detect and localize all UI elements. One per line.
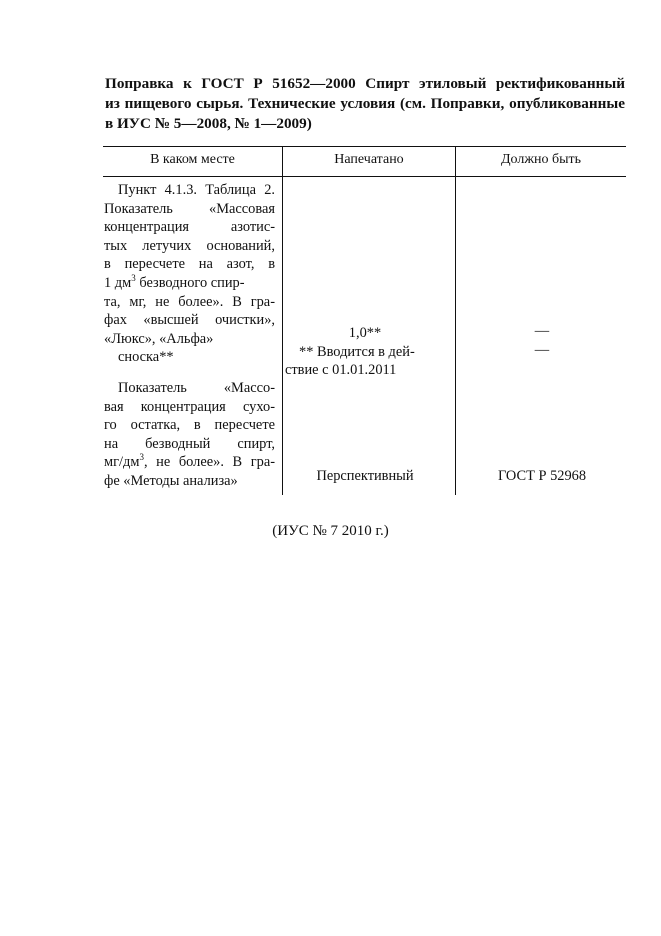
text-line: тых летучих оснований, xyxy=(104,237,275,254)
heading-line-1: Поправка к ГОСТ Р 51652—2000 Спирт этиловый ректификованный xyxy=(105,75,625,92)
text-line: в пересчете на азот, в xyxy=(104,256,275,273)
text-line: та, мг, не более». В гра- xyxy=(104,293,275,310)
printed-cell-1 xyxy=(285,324,445,380)
text-line: концентрация азотис- xyxy=(104,219,275,236)
column-divider-1 xyxy=(282,146,283,495)
text-line: «Люкс», «Альфа» xyxy=(104,330,214,347)
issue-reference: (ИУС № 7 2010 г.) xyxy=(272,523,389,539)
superscript: 3 xyxy=(139,452,144,463)
unit-text: мг/дм xyxy=(104,454,140,471)
text-line xyxy=(104,274,275,293)
text-line: Показатель «Массо- xyxy=(118,380,275,396)
unit-text: 1 дм xyxy=(104,274,132,291)
text-line: Пункт 4.1.3. Таблица 2. xyxy=(118,182,275,198)
text-fragment: , не более». В гра- xyxy=(143,454,275,471)
superscript: 3 xyxy=(131,273,136,284)
printed-value: 1,0** xyxy=(348,325,382,341)
heading-line-3: в ИУС № 5—2008, № 1—2009) xyxy=(105,115,312,132)
text-line xyxy=(104,453,275,472)
footnote-line: ** Вводится в дей- xyxy=(299,343,415,360)
table-header-rule xyxy=(103,176,626,177)
text-line: сноска** xyxy=(118,349,174,366)
text-fragment: безводного спир- xyxy=(135,274,245,291)
location-cell-2 xyxy=(104,379,275,491)
text-line: Показатель «Массовая xyxy=(104,200,275,217)
should-be-dash-2: — xyxy=(534,342,550,358)
column-header-printed: Напечатано xyxy=(334,152,404,167)
column-header-should-be: Должно быть xyxy=(500,152,582,167)
printed-cell-2: Перспективный xyxy=(316,468,414,484)
text-line: фах «высшей очистки», xyxy=(104,312,275,329)
text-line: фе «Методы анализа» xyxy=(104,472,238,489)
should-be-dash-1: — xyxy=(534,323,550,339)
text-line: го остатка, в пересчете xyxy=(104,417,275,434)
correction-heading xyxy=(105,74,625,134)
column-header-location: В каком месте xyxy=(150,152,235,167)
table-top-rule xyxy=(103,146,626,147)
text-line: вая концентрация сухо- xyxy=(104,398,275,415)
column-divider-2 xyxy=(455,146,456,495)
heading-line-2: из пищевого сырья. Технические условия (см. Поправки, опубликованные xyxy=(105,95,625,112)
location-cell-1 xyxy=(104,181,275,367)
should-be-standard: ГОСТ Р 52968 xyxy=(497,468,587,484)
footnote-line: ствие с 01.01.2011 xyxy=(285,362,397,379)
text-line: на безводный спирт, xyxy=(104,435,275,452)
